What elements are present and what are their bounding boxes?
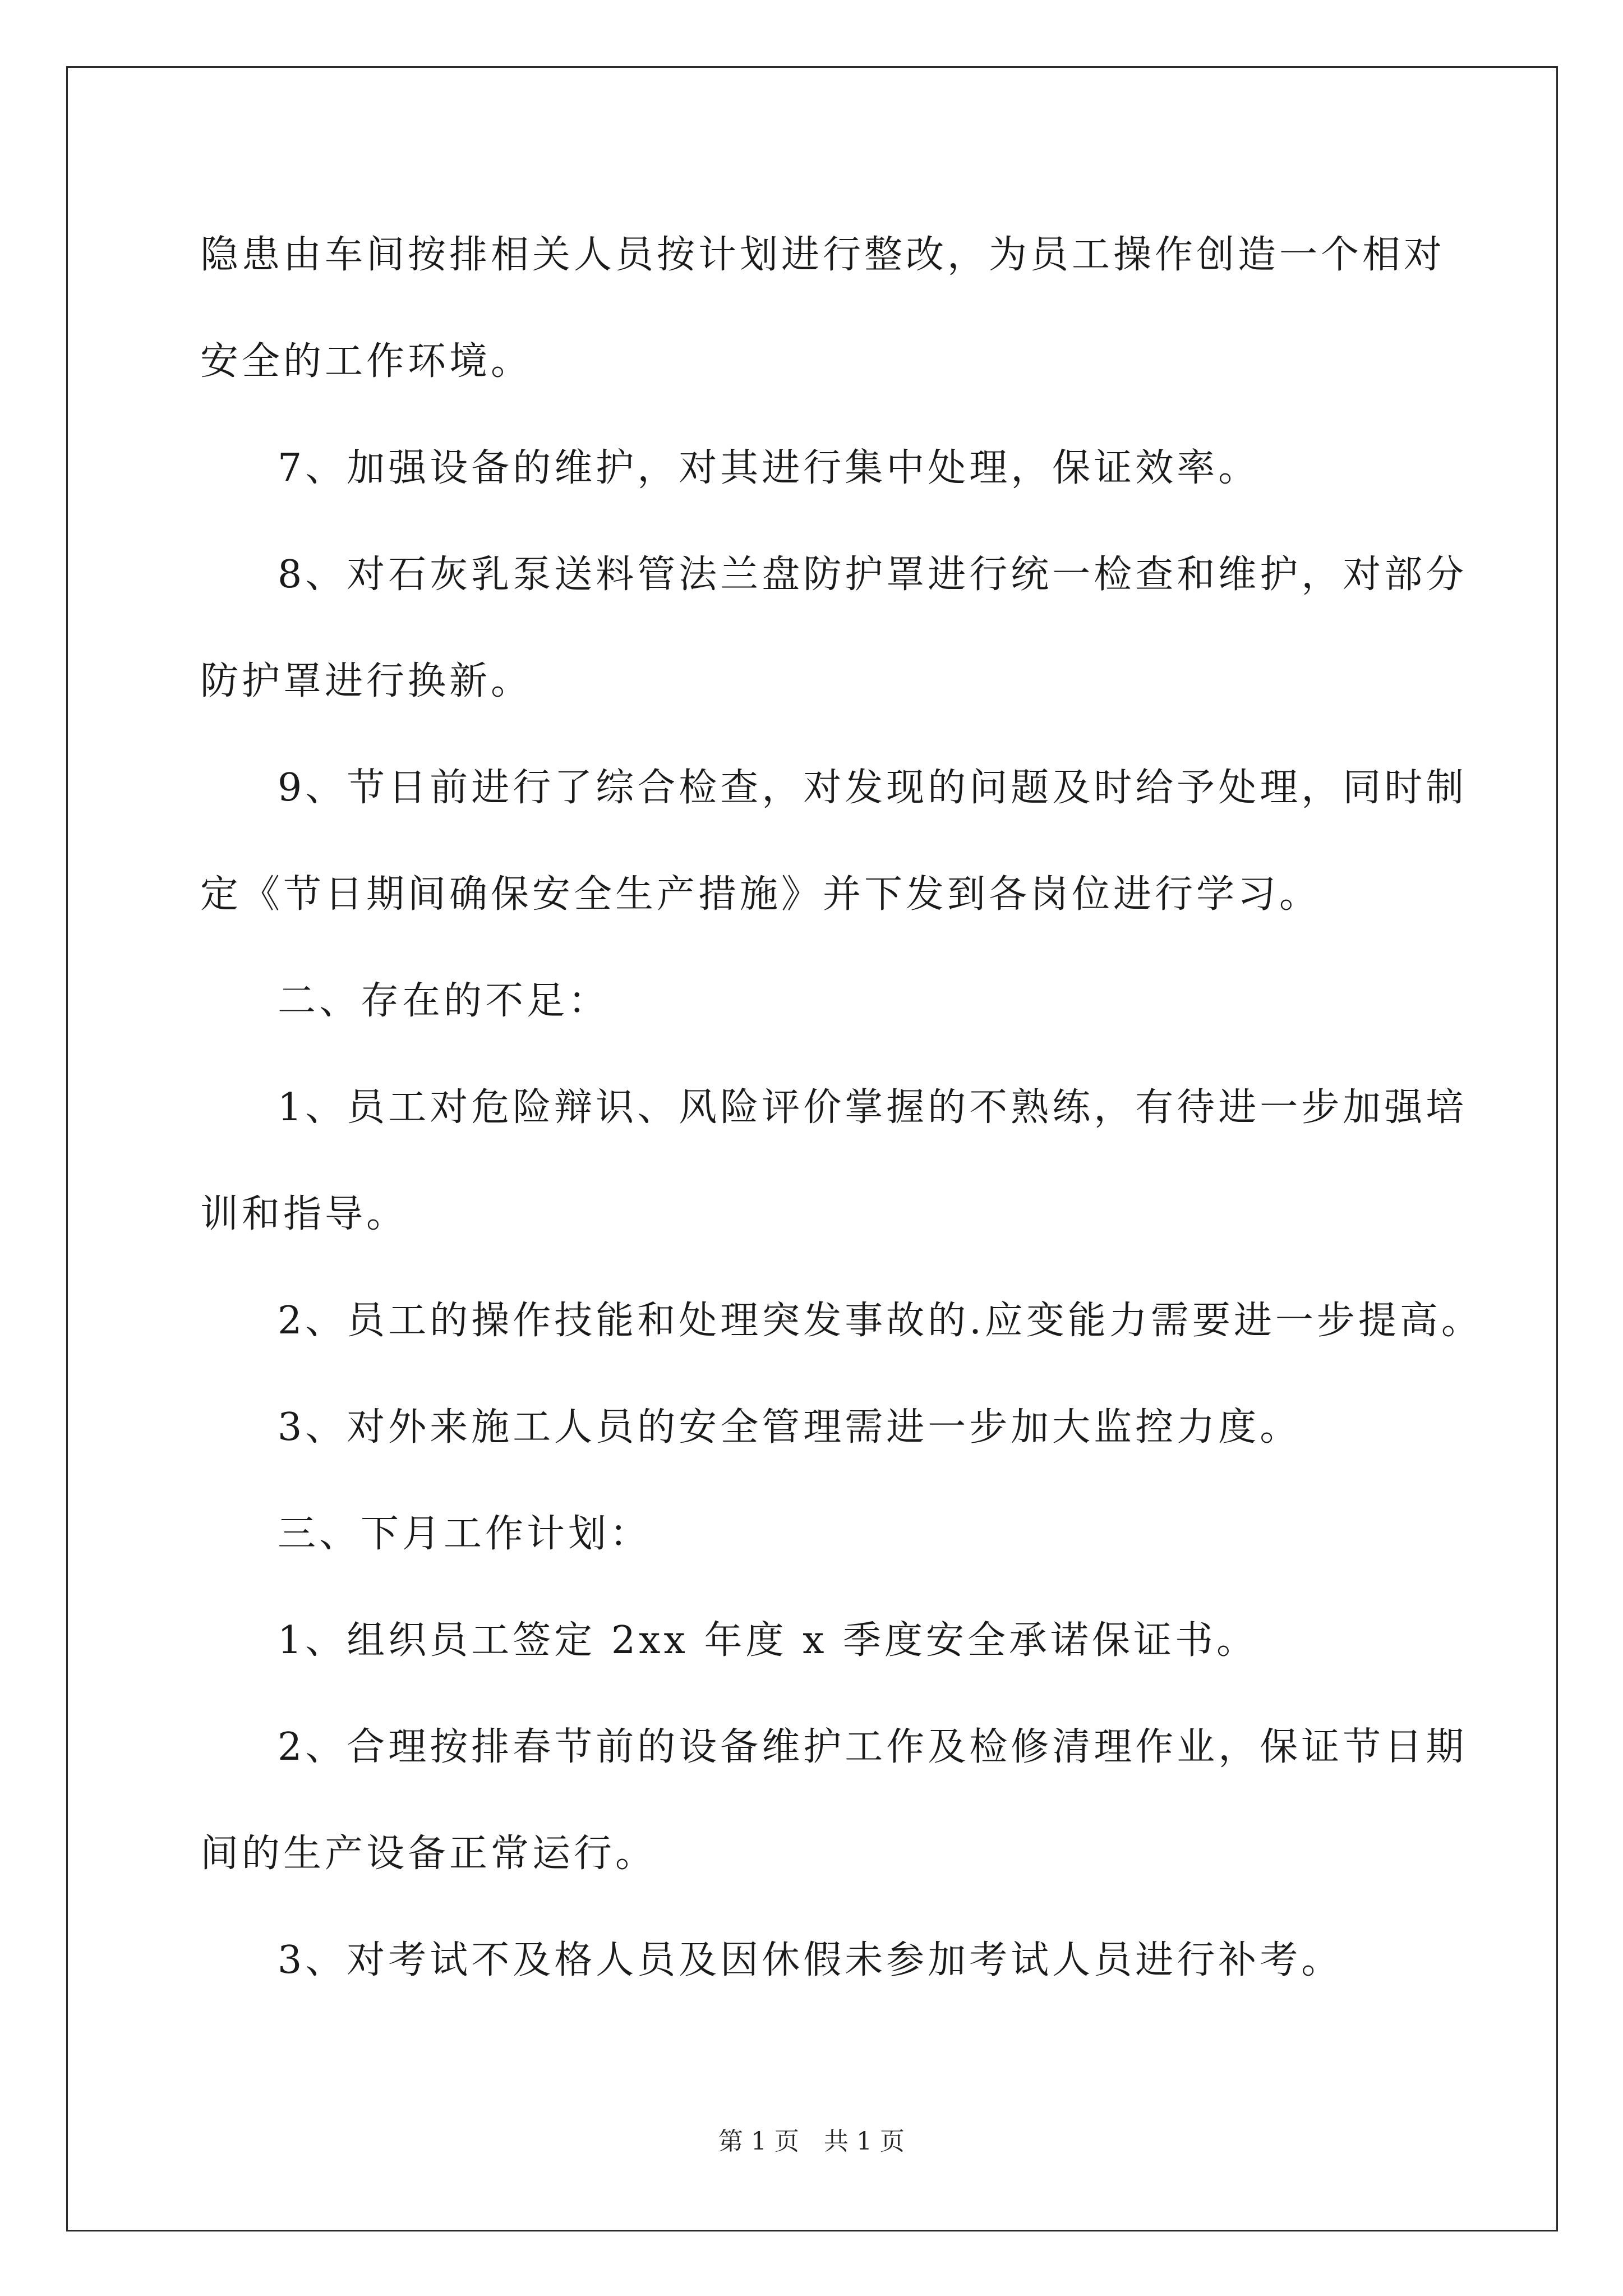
page-number-footer: 第 1 页 共 1 页 <box>718 2127 905 2156</box>
text-line: 隐患由车间按排相关人员按计划进行整改，为员工操作创造一个相对 <box>200 233 1446 277</box>
section-heading: 三、下月工作计划： <box>278 1512 652 1556</box>
list-item: 1、组织员工签定 2xx 年度 x 季度安全承诺保证书。 <box>278 1618 1258 1663</box>
text-line: 防护罩进行换新。 <box>200 659 533 703</box>
list-item: 8、对石灰乳泵送料管法兰盘防护罩进行统一检查和维护，对部分 <box>278 553 1468 597</box>
section-heading: 二、存在的不足： <box>278 979 610 1023</box>
list-item: 2、合理按排春节前的设备维护工作及检修清理作业，保证节日期 <box>278 1725 1468 1769</box>
list-item: 3、对考试不及格人员及因休假未参加考试人员进行补考。 <box>278 1938 1343 1982</box>
list-item: 9、节日前进行了综合检查，对发现的问题及时给予处理，同时制 <box>278 766 1468 810</box>
list-item: 3、对外来施工人员的安全管理需进一步加大监控力度。 <box>278 1405 1302 1450</box>
text-line: 定《节日期间确保安全生产措施》并下发到各岗位进行学习。 <box>200 872 1321 917</box>
text-line: 训和指导。 <box>200 1192 408 1236</box>
list-item: 7、加强设备的维护，对其进行集中处理，保证效率。 <box>278 446 1260 490</box>
list-item: 1、员工对危险辩识、风险评价掌握的不熟练，有待进一步加强培 <box>278 1085 1468 1130</box>
list-item: 2、员工的操作技能和处理突发事故的.应变能力需要进一步提高。 <box>278 1299 1483 1343</box>
document-body <box>200 202 1483 2014</box>
text-line: 间的生产设备正常运行。 <box>200 1832 657 1876</box>
text-line: 安全的工作环境。 <box>200 339 533 384</box>
